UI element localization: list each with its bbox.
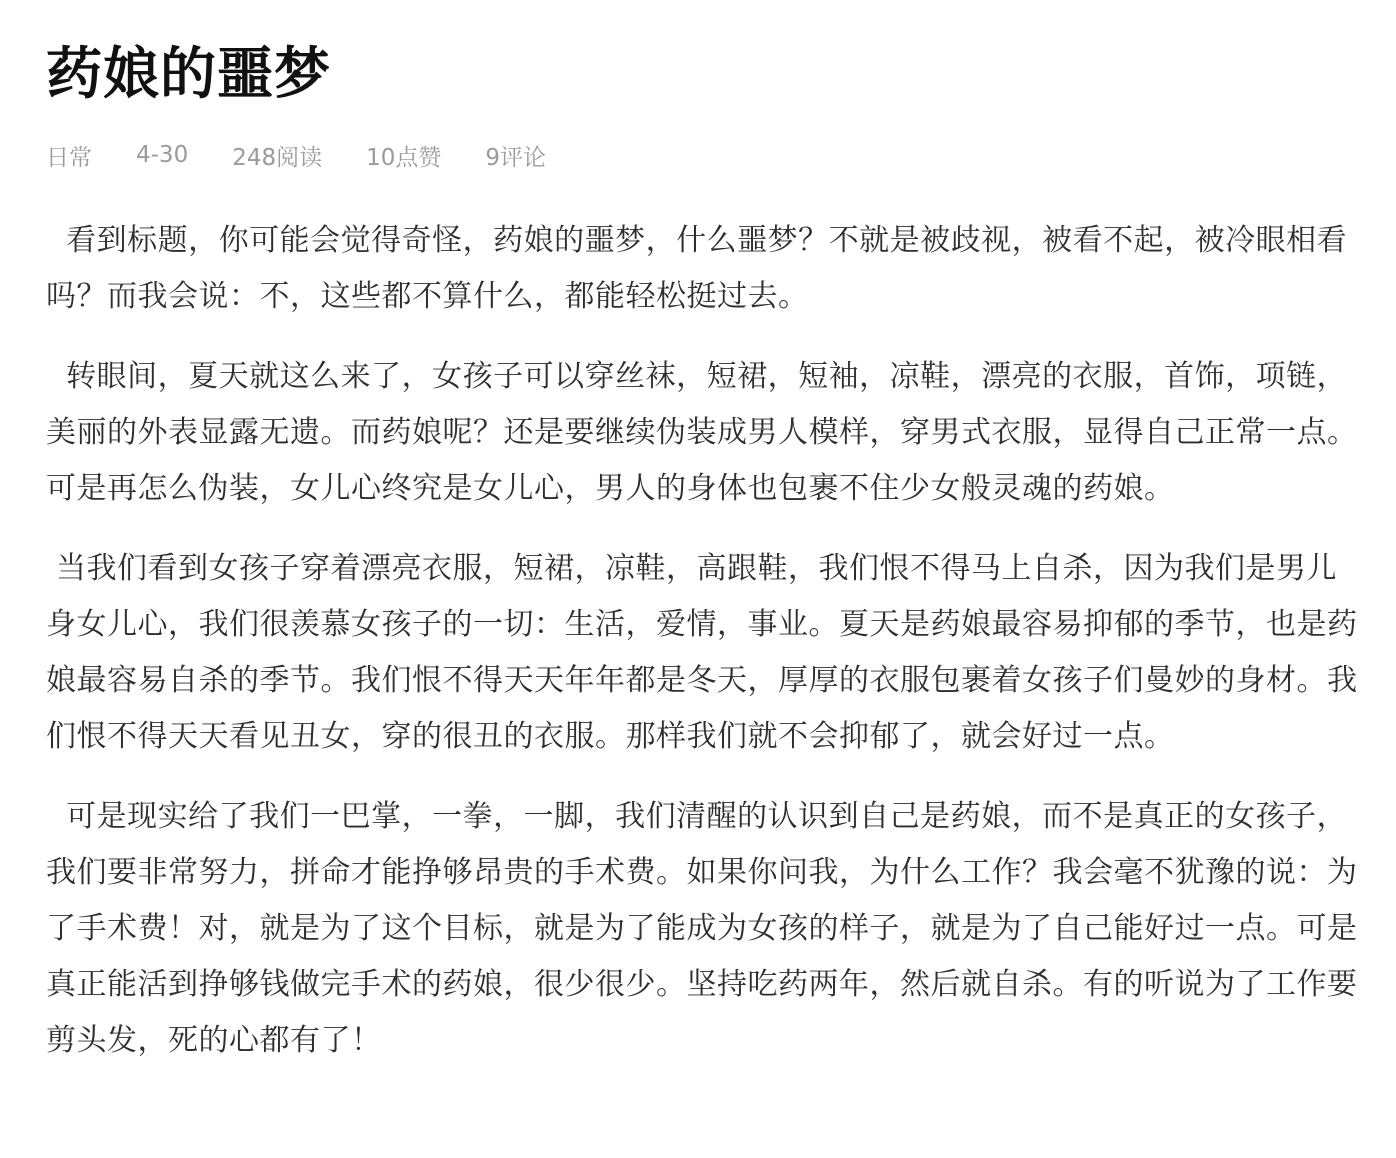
article-meta: [46, 140, 1358, 170]
paragraph: 看到标题，你可能会觉得奇怪，药娘的噩梦，什么噩梦？不就是被歧视，被看不起，被冷眼相看吗？而我会说：不，这些都不算什么，都能轻松挺过去。: [46, 223, 1348, 314]
category-tag[interactable]: 日常: [46, 144, 92, 171]
paragraph: 当我们看到女孩子穿着漂亮衣服，短裙，凉鞋，高跟鞋，我们恨不得马上自杀，因为我们是男儿身女儿心，我们很羡慕女孩子的一切：生活，爱情，事业。夏天是药娘最容易抑郁的季节，也是药娘最容易自杀的季节。我们恨不得天天年年都是冬天，厚厚的衣服包裹着女孩子们曼妙的身材。我们恨不得天天看见丑女，穿的很丑的衣服。那样我们就不会抑郁了，就会好过一点。: [46, 551, 1358, 754]
article-title: 药娘的噩梦: [46, 42, 331, 107]
paragraph: 可是现实给了我们一巴掌，一拳，一脚，我们清醒的认识到自己是药娘，而不是真正的女孩子，我们要非常努力，拼命才能挣够昂贵的手术费。如果你问我，为什么工作？我会毫不犹豫的说：为了手术费！对，就是为了这个目标，就是为了能成为女孩的样子，就是为了自己能好过一点。可是真正能活到挣够钱做完手术的药娘，很少很少。坚持吃药两年，然后就自杀。有的听说为了工作要剪头发，死的心都有了！: [46, 799, 1358, 1058]
like-count[interactable]: 10点赞: [366, 144, 442, 171]
comment-count[interactable]: 9评论: [485, 144, 547, 171]
article-body: [46, 213, 1358, 1069]
paragraph: 转眼间，夏天就这么来了，女孩子可以穿丝袜，短裙，短袖，凉鞋，漂亮的衣服，首饰，项链，美丽的外表显露无遗。而药娘呢？还是要继续伪装成男人模样，穿男式衣服，显得自己正常一点。可是再怎么伪装，女儿心终究是女儿心，男人的身体也包裹不住少女般灵魂的药娘。: [46, 359, 1358, 506]
publish-date: 4-30: [136, 142, 189, 168]
read-count: 248阅读: [232, 144, 323, 171]
